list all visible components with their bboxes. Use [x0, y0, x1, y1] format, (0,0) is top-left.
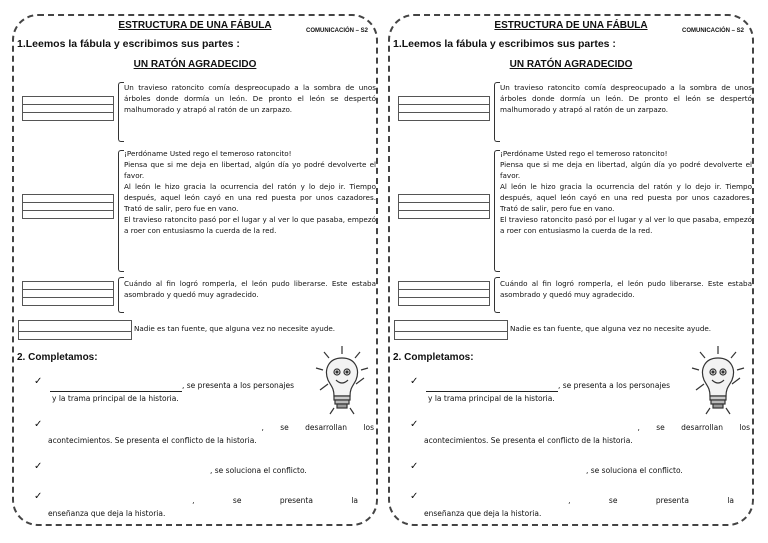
item-2: , se desarrollan los	[637, 423, 750, 432]
paragraph-2: ¡Perdóname Usted rego el temeroso ratoncito! Piensa que si me deja en libertad, algún día yo podré devolverte el favor. Al león le hizo gracia la ocurrencia del ratón y lo dejo ir. Tiempo después, aquel león cayó en una red puesta por unos cazadores. Trató de salir, pero fue en vano. El travieso ratoncito pasó por el lugar y al ver lo que pasaba, empezó a roer con entusiasmo la cuerda de la red.	[500, 149, 752, 235]
moral-text: Nadie es tan fuente, que alguna vez no necesite ayude.	[510, 324, 712, 333]
check-mark-2: ✓	[34, 419, 43, 430]
subject-code: COMUNICACIÓN – S2	[305, 28, 368, 34]
item-2: , se desarrollan los	[261, 423, 374, 432]
answer-lines-inicio[interactable]	[398, 96, 490, 121]
item-4: , se presenta la	[192, 496, 358, 505]
item-1: , se presenta a los personajes	[426, 380, 726, 392]
moral-text: Nadie es tan fuente, que alguna vez no necesite ayude.	[134, 324, 336, 333]
worksheet-title: ESTRUCTURA DE UNA FÁBULA	[494, 20, 648, 31]
check-mark-3: ✓	[34, 461, 43, 472]
blank-line[interactable]	[426, 382, 558, 392]
section1-heading: 1.Leemos la fábula y escribimos sus partes :	[17, 38, 240, 50]
paragraph-1: Un travieso ratoncito comía despreocupado a la sombra de unos árboles donde dormía un león. De pronto el león se despertó malhumorado y atrapó al ratón de un zarpazo.	[500, 83, 752, 114]
check-mark-4: ✓	[34, 491, 43, 502]
check-mark-1: ✓	[34, 376, 43, 387]
worksheet-title: ESTRUCTURA DE UNA FÁBULA	[118, 20, 272, 31]
section2-heading: 2. Completamos:	[393, 352, 474, 363]
worksheet-left	[12, 14, 378, 526]
subject-code: COMUNICACIÓN – S2	[681, 28, 744, 34]
item-4: , se presenta la	[568, 496, 734, 505]
check-mark-3: ✓	[410, 461, 419, 472]
check-mark-4: ✓	[410, 491, 419, 502]
answer-lines-desenlace[interactable]	[398, 281, 490, 306]
answer-lines-inicio[interactable]	[22, 96, 114, 121]
worksheet-right	[388, 14, 754, 526]
paragraph-2: ¡Perdóname Usted rego el temeroso ratoncito! Piensa que si me deja en libertad, algún día yo podré devolverte el favor. Al león le hizo gracia la ocurrencia del ratón y lo dejo ir. Tiempo después, aquel león cayó en una red puesta por unos cazadores. Trató de salir, pero fue en vano. El travieso ratoncito pasó por el lugar y al ver lo que pasaba, empezó a roer con entusiasmo la cuerda de la red.	[124, 149, 376, 235]
paragraph-3: Cuándo al fin logró romperla, el león pudo liberarse. Este estaba asombrado y quedó muy agradecido.	[500, 279, 752, 299]
item-1-cont: y la trama principal de la historia.	[428, 394, 555, 403]
answer-box-moraleja-2[interactable]	[18, 331, 132, 340]
answer-box-moraleja-2[interactable]	[394, 331, 508, 340]
paragraph-3: Cuándo al fin logró romperla, el león pudo liberarse. Este estaba asombrado y quedó muy agradecido.	[124, 279, 376, 299]
item-2-cont: acontecimientos. Se presenta el conflicto de la historia.	[48, 436, 257, 445]
answer-lines-nudo[interactable]	[398, 194, 490, 219]
story-title: UN RATÓN AGRADECIDO	[509, 59, 633, 70]
answer-lines-desenlace[interactable]	[22, 281, 114, 306]
item-4-cont: enseñanza que deja la historia.	[48, 509, 166, 518]
section2-heading: 2. Completamos:	[17, 352, 98, 363]
section1-heading: 1.Leemos la fábula y escribimos sus partes :	[393, 38, 616, 50]
story-title: UN RATÓN AGRADECIDO	[133, 59, 257, 70]
item-2-cont: acontecimientos. Se presenta el conflicto de la historia.	[424, 436, 633, 445]
answer-lines-nudo[interactable]	[22, 194, 114, 219]
paragraph-1: Un travieso ratoncito comía despreocupado a la sombra de unos árboles donde dormía un león. De pronto el león se despertó malhumorado y atrapó al ratón de un zarpazo.	[124, 83, 376, 114]
item-3: , se soluciona el conflicto.	[586, 466, 683, 475]
item-4-cont: enseñanza que deja la historia.	[424, 509, 542, 518]
item-3: , se soluciona el conflicto.	[210, 466, 307, 475]
check-mark-1: ✓	[410, 376, 419, 387]
item-1: , se presenta a los personajes	[50, 380, 350, 392]
item-1-cont: y la trama principal de la historia.	[52, 394, 179, 403]
blank-line[interactable]	[50, 382, 182, 392]
check-mark-2: ✓	[410, 419, 419, 430]
